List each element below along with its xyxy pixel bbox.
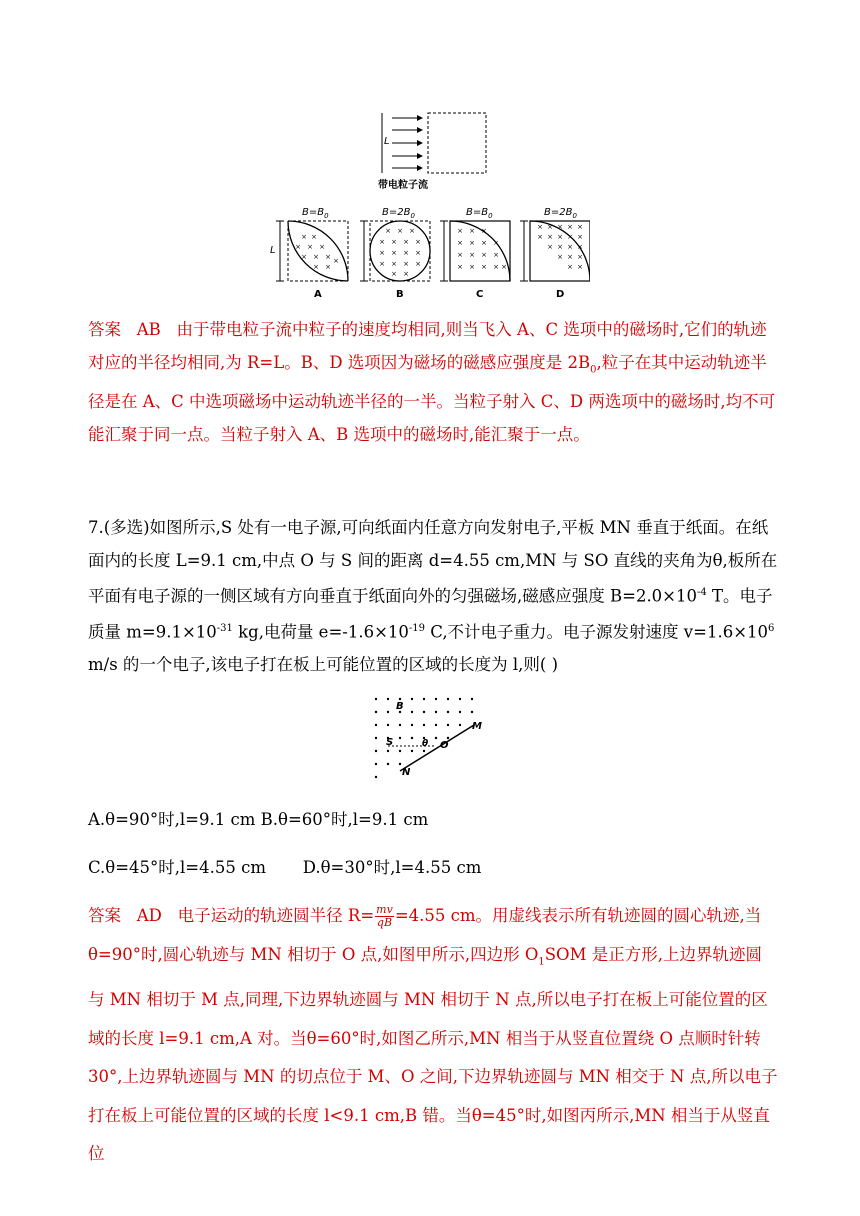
option-b-field-label: $B=2B_0$ [382, 207, 415, 220]
field-dot [375, 776, 377, 778]
svg-text:×: × [415, 238, 421, 246]
svg-text:×: × [481, 227, 487, 235]
svg-text:×: × [567, 253, 573, 261]
svg-text:×: × [493, 239, 499, 247]
svg-text:×: × [567, 233, 573, 241]
svg-text:×: × [567, 223, 573, 231]
svg-text:×: × [537, 223, 543, 231]
field-dot [399, 750, 401, 752]
option-7-b: B.θ=60°时,l=9.1 cm [260, 810, 429, 829]
field-dot [399, 763, 401, 765]
option-a-field [288, 221, 348, 281]
svg-text:×: × [577, 263, 583, 271]
svg-text:×: × [481, 263, 487, 271]
svg-text:×: × [469, 239, 475, 247]
svg-text:×: × [403, 260, 409, 268]
answer-choice: AB [136, 320, 161, 339]
svg-text:×: × [301, 233, 307, 241]
field-dot [423, 750, 425, 752]
options-figure [270, 207, 590, 303]
svg-text:×: × [457, 227, 463, 235]
particle-stream-caption: 带电粒子流 [378, 180, 428, 191]
label-s: S [386, 737, 394, 748]
answer-7-prefix: 答案 [88, 906, 121, 925]
label-o: O [440, 740, 449, 751]
question-7-exp-3: -19 [408, 623, 426, 634]
svg-text:×: × [379, 260, 385, 268]
svg-text:×: × [379, 238, 385, 246]
answer-7-sub: 1 [538, 955, 545, 967]
field-dot [435, 711, 437, 713]
option-c-field-label: $B=B_0$ [466, 207, 493, 220]
question-7 [88, 512, 778, 682]
answer-6 [88, 314, 778, 451]
answer-7-choice: AD [136, 906, 162, 925]
field-dot [471, 698, 473, 700]
answer-7-text-2: =4.55 cm。用虚线表示所有轨迹圆的圆心轨迹,当θ=90°时,圆心轨迹与 MN 相切于 O 点,如图甲所示,四边形 O [88, 906, 762, 964]
svg-text:×: × [577, 253, 583, 261]
svg-text:×: × [307, 243, 313, 251]
svg-text:×: × [457, 251, 463, 259]
svg-text:×: × [577, 223, 583, 231]
svg-text:×: × [547, 233, 553, 241]
svg-text:×: × [301, 253, 307, 261]
svg-text:×: × [557, 243, 563, 251]
field-dot [375, 750, 377, 752]
svg-text:×: × [557, 223, 563, 231]
field-dot [423, 724, 425, 726]
svg-text:×: × [409, 227, 415, 235]
svg-text:×: × [319, 243, 325, 251]
svg-text:×: × [379, 249, 385, 257]
svg-text:×: × [469, 263, 475, 271]
dimension-l-label: L [270, 245, 276, 256]
field-dot [387, 724, 389, 726]
answer-7 [88, 897, 778, 1174]
particle-stream-figure [370, 108, 490, 190]
field-dot [411, 724, 413, 726]
field-dot [375, 763, 377, 765]
question-7-part-3: kg,电荷量 e=-1.6×10 [232, 622, 409, 642]
svg-text:×: × [501, 263, 507, 271]
svg-text:×: × [391, 238, 397, 246]
svg-text:×: × [493, 251, 499, 259]
field-dot [411, 737, 413, 739]
svg-text:×: × [547, 243, 553, 251]
label-b: B [396, 701, 404, 712]
svg-text:×: × [481, 239, 487, 247]
svg-text:×: × [457, 263, 463, 271]
svg-text:×: × [481, 251, 487, 259]
answer-6-text-1: 由于带电粒子流中粒子的速度均相同,则当飞入 A、C 选项中的磁场时,它们的轨迹对应的半径均相同,为 R=L。B、D 选项因为磁场的磁感应强度是 2B [88, 320, 767, 372]
field-dot [387, 763, 389, 765]
field-dot [375, 737, 377, 739]
field-dot [447, 698, 449, 700]
field-dot [399, 698, 401, 700]
question-7-exp-2: -31 [216, 623, 233, 634]
field-dot [411, 750, 413, 752]
svg-text:×: × [557, 233, 563, 241]
option-7-a: A.θ=90°时,l=9.1 cm [88, 810, 256, 829]
field-dot [399, 724, 401, 726]
svg-text:×: × [469, 227, 475, 235]
svg-text:×: × [457, 239, 463, 247]
field-dot [423, 698, 425, 700]
field-dot [447, 711, 449, 713]
svg-text:×: × [313, 263, 319, 271]
question-7-exp-4: 6 [768, 623, 775, 634]
field-dot [411, 698, 413, 700]
field-dot [399, 737, 401, 739]
svg-text:×: × [577, 243, 583, 251]
field-dot [375, 711, 377, 713]
svg-text:×: × [537, 233, 543, 241]
svg-text:×: × [397, 227, 403, 235]
question-7-part-4: C,不计电子重力。电子源发射速度 v=1.6×10 [425, 622, 769, 642]
option-a-letter: A [314, 289, 322, 300]
svg-text:×: × [567, 263, 573, 271]
svg-text:×: × [295, 243, 301, 251]
label-theta: θ [422, 739, 429, 749]
option-7-c: C.θ=45°时,l=4.55 cm [88, 858, 267, 877]
svg-text:×: × [567, 243, 573, 251]
svg-text:×: × [403, 238, 409, 246]
question-7-part-1: 7.(多选)如图所示,S 处有一电子源,可向纸面内任意方向发射电子,平板 MN 垂直于纸面。在纸面内的长度 L=9.1 cm,中点 O 与 S 间的距离 d=4.55 cm,MN 与 SO 直线的夹角为θ,板所在平面有电子源的一侧区域有方向垂直于纸面向外的匀强磁场,磁感应强度 B=2.0×10 [88, 518, 778, 606]
option-b-letter: B [396, 289, 404, 300]
label-m: M [472, 721, 482, 732]
option-c-letter: C [476, 289, 484, 300]
option-7-row-1 [88, 806, 428, 830]
svg-text:×: × [325, 253, 331, 261]
field-dot [411, 711, 413, 713]
question-7-part-2: T。电子质量 m=9.1×10 [88, 586, 773, 642]
question-7-exp-1: -4 [697, 587, 707, 598]
answer-7-text-1: 电子运动的轨迹圆半径 R= [177, 906, 375, 925]
svg-text:×: × [415, 249, 421, 257]
field-dot [387, 750, 389, 752]
field-dot [375, 698, 377, 700]
svg-text:×: × [557, 253, 563, 261]
svg-text:×: × [403, 270, 409, 278]
radius-fraction [375, 904, 394, 929]
field-dot [459, 711, 461, 713]
answer-7-text-3: SOM 是正方形,上边界轨迹圆与 MN 相切于 M 点,同理,下边界轨迹圆与 MN 相切于 N 点,所以电子打在板上可能位置的区域的长度 l=9.1 cm,A 对。当θ=60°时,如图乙所示,MN 相当于从竖直位置绕 O 点顺时针转 30°,上边界轨迹圆与 MN 的切点位于 M、O 之间,下边界轨迹圆与 MN 相交于 N 点,所以电子打在板上可能位置的区域的长度 l<9.1 cm,B 错。当θ=45°时,如图丙所示,MN 相当于从竖直位 [88, 944, 778, 1164]
svg-text:×: × [311, 233, 317, 241]
field-dot [447, 724, 449, 726]
field-dot [447, 737, 449, 739]
length-label: L [384, 136, 390, 147]
option-a-field-label: $B=B_0$ [302, 207, 329, 220]
svg-text:×: × [391, 260, 397, 268]
svg-text:×: × [313, 253, 319, 261]
svg-text:×: × [415, 260, 421, 268]
svg-text:×: × [385, 227, 391, 235]
label-n: N [402, 767, 411, 778]
svg-text:×: × [391, 270, 397, 278]
option-7-row-2 [88, 854, 481, 878]
svg-text:×: × [391, 249, 397, 257]
field-dot [459, 724, 461, 726]
field-dot [423, 711, 425, 713]
field-dot [387, 698, 389, 700]
field-dot [459, 698, 461, 700]
svg-text:×: × [403, 249, 409, 257]
fraction-numerator: mv [376, 903, 393, 916]
answer-6-sub: 0 [590, 363, 597, 375]
answer-6-text-2: ,粒子在其中运动轨迹半径是在 A、C 中选项磁场中运动轨迹半径的一半。当粒子射入 C、D 两选项中的磁场时,均不可能汇聚于同一点。当粒子射入 A、B 选项中的磁场时,能汇聚于一点。 [88, 352, 776, 444]
field-dot [435, 724, 437, 726]
field-dot [435, 737, 437, 739]
question-7-part-5: m/s 的一个电子,该电子打在板上可能位置的区域的长度为 l,则( ) [88, 655, 559, 674]
field-dot [387, 711, 389, 713]
svg-text:×: × [547, 223, 553, 231]
option-d-letter: D [556, 289, 565, 300]
field-dot [471, 711, 473, 713]
option-d-field-label: $B=2B_0$ [544, 207, 577, 220]
svg-text:×: × [493, 263, 499, 271]
fraction-denominator: qB [376, 916, 393, 929]
svg-text:×: × [469, 251, 475, 259]
field-dot [435, 698, 437, 700]
svg-text:×: × [333, 257, 339, 265]
field-dot [375, 724, 377, 726]
option-7-d: D.θ=30°时,l=4.55 cm [302, 858, 482, 877]
answer-prefix: 答案 [88, 320, 121, 339]
question-7-figure [370, 693, 480, 785]
svg-text:×: × [577, 233, 583, 241]
svg-text:×: × [325, 263, 331, 271]
